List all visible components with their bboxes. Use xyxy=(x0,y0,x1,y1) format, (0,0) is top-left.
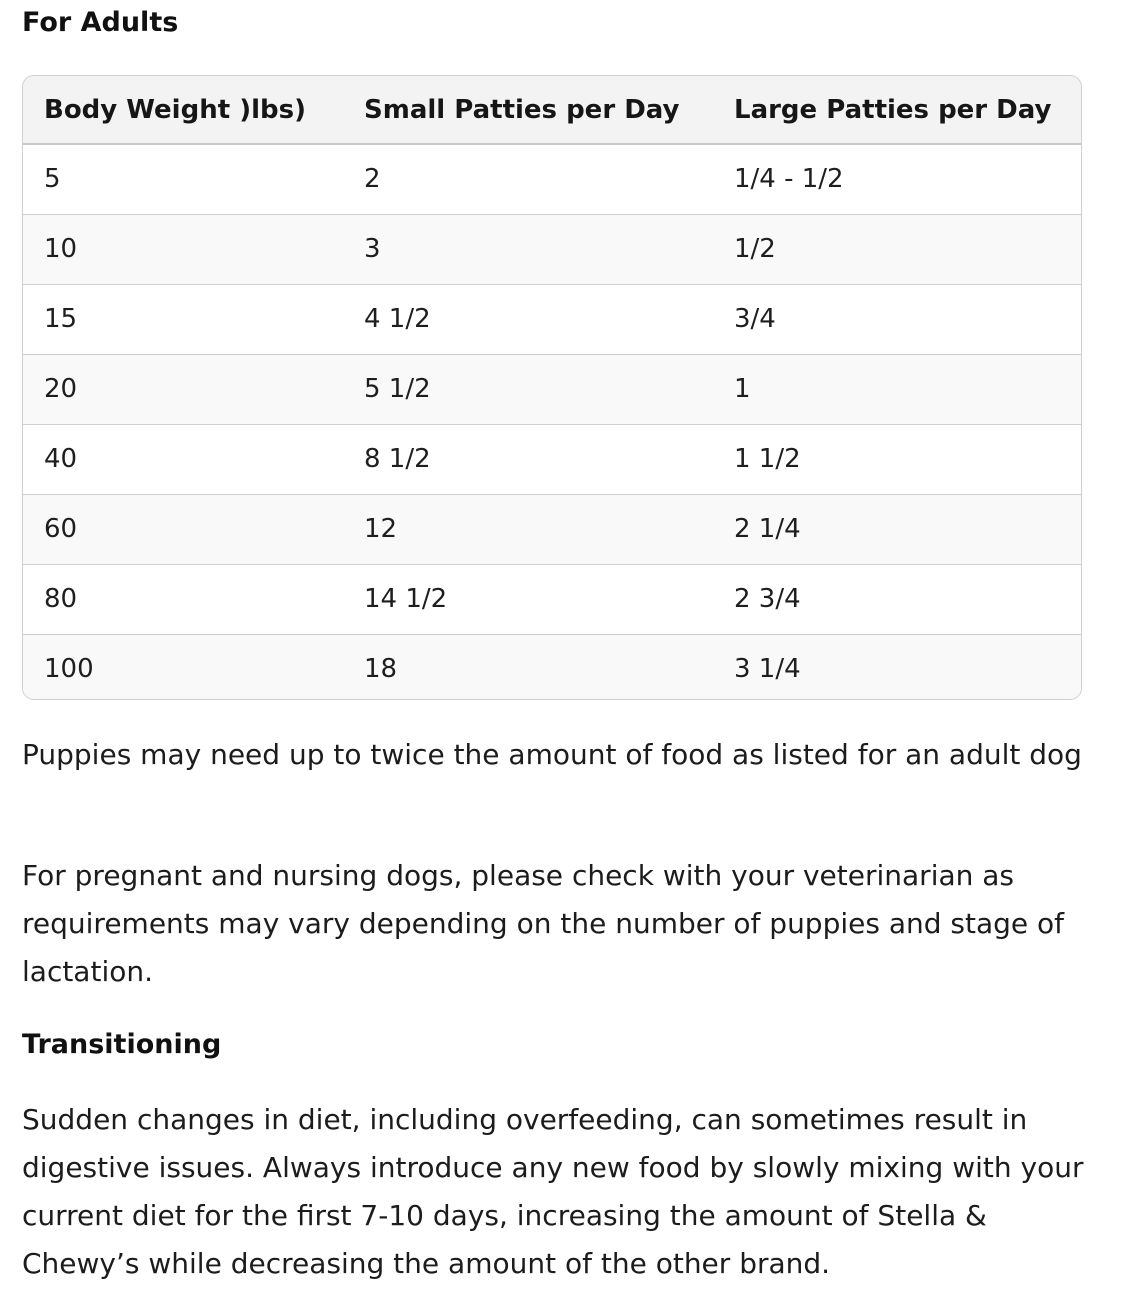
transitioning-heading: Transitioning xyxy=(22,1029,222,1060)
table-row xyxy=(23,564,1081,634)
body-weight-cell: 100 xyxy=(23,634,343,700)
large-patties-cell: 1/4 - 1/2 xyxy=(734,164,844,195)
small-patties-cell: 3 xyxy=(343,214,713,284)
small-patties-cell: 18 xyxy=(343,634,713,700)
transitioning-paragraph: Sudden changes in diet, including overfeeding, can sometimes result in digestive issues. Always introduce any new food by slowly mixing with your current diet for the first 7-10 days, increasing the amount of Stella & Chewy’s while decreasing the amount of the other brand. xyxy=(22,1103,1084,1280)
body-weight-cell: 60 xyxy=(23,494,343,564)
body-weight-cell: 10 xyxy=(23,214,343,284)
small-patties-cell: 5 1/2 xyxy=(343,354,713,424)
table-row xyxy=(23,494,1081,564)
large-patties-cell: 2 1/4 xyxy=(713,494,1081,564)
body-weight-cell: 5 xyxy=(44,164,61,195)
column-header-large-patties: Large Patties per Day xyxy=(713,76,1081,144)
small-patties-cell: 14 1/2 xyxy=(343,564,713,634)
small-patties-cell: 4 1/2 xyxy=(343,284,713,354)
body-weight-cell: 40 xyxy=(23,424,343,494)
table-row xyxy=(23,284,1081,354)
for-adults-heading: For Adults xyxy=(22,7,179,38)
small-patties-cell: 8 1/2 xyxy=(343,424,713,494)
table-row xyxy=(23,354,1081,424)
table-row xyxy=(23,424,1081,494)
large-patties-cell: 3/4 xyxy=(713,284,1081,354)
small-patties-cell: 2 xyxy=(364,164,381,195)
column-header-body-weight: Body Weight )lbs) xyxy=(23,76,343,144)
feeding-table xyxy=(23,76,1081,700)
table-row xyxy=(23,634,1081,700)
large-patties-cell: 2 3/4 xyxy=(713,564,1081,634)
puppies-note: Puppies may need up to twice the amount of food as listed for an adult dog xyxy=(22,738,1082,771)
large-patties-cell: 3 1/4 xyxy=(713,634,1081,700)
body-weight-cell: 20 xyxy=(23,354,343,424)
large-patties-cell: 1/2 xyxy=(713,214,1081,284)
large-patties-cell: 1 xyxy=(713,354,1081,424)
pregnant-nursing-note: For pregnant and nursing dogs, please check with your veterinarian as requirements may vary depending on the number of puppies and stage of lactation. xyxy=(22,859,1065,988)
body-weight-cell: 80 xyxy=(23,564,343,634)
small-patties-cell: 12 xyxy=(343,494,713,564)
large-patties-cell: 1 1/2 xyxy=(713,424,1081,494)
table-row xyxy=(23,144,1081,214)
body-weight-cell: 15 xyxy=(23,284,343,354)
table-header-row xyxy=(23,76,1081,144)
column-header-small-patties: Small Patties per Day xyxy=(343,76,713,144)
table-row xyxy=(23,214,1081,284)
feeding-table-container xyxy=(22,75,1082,700)
